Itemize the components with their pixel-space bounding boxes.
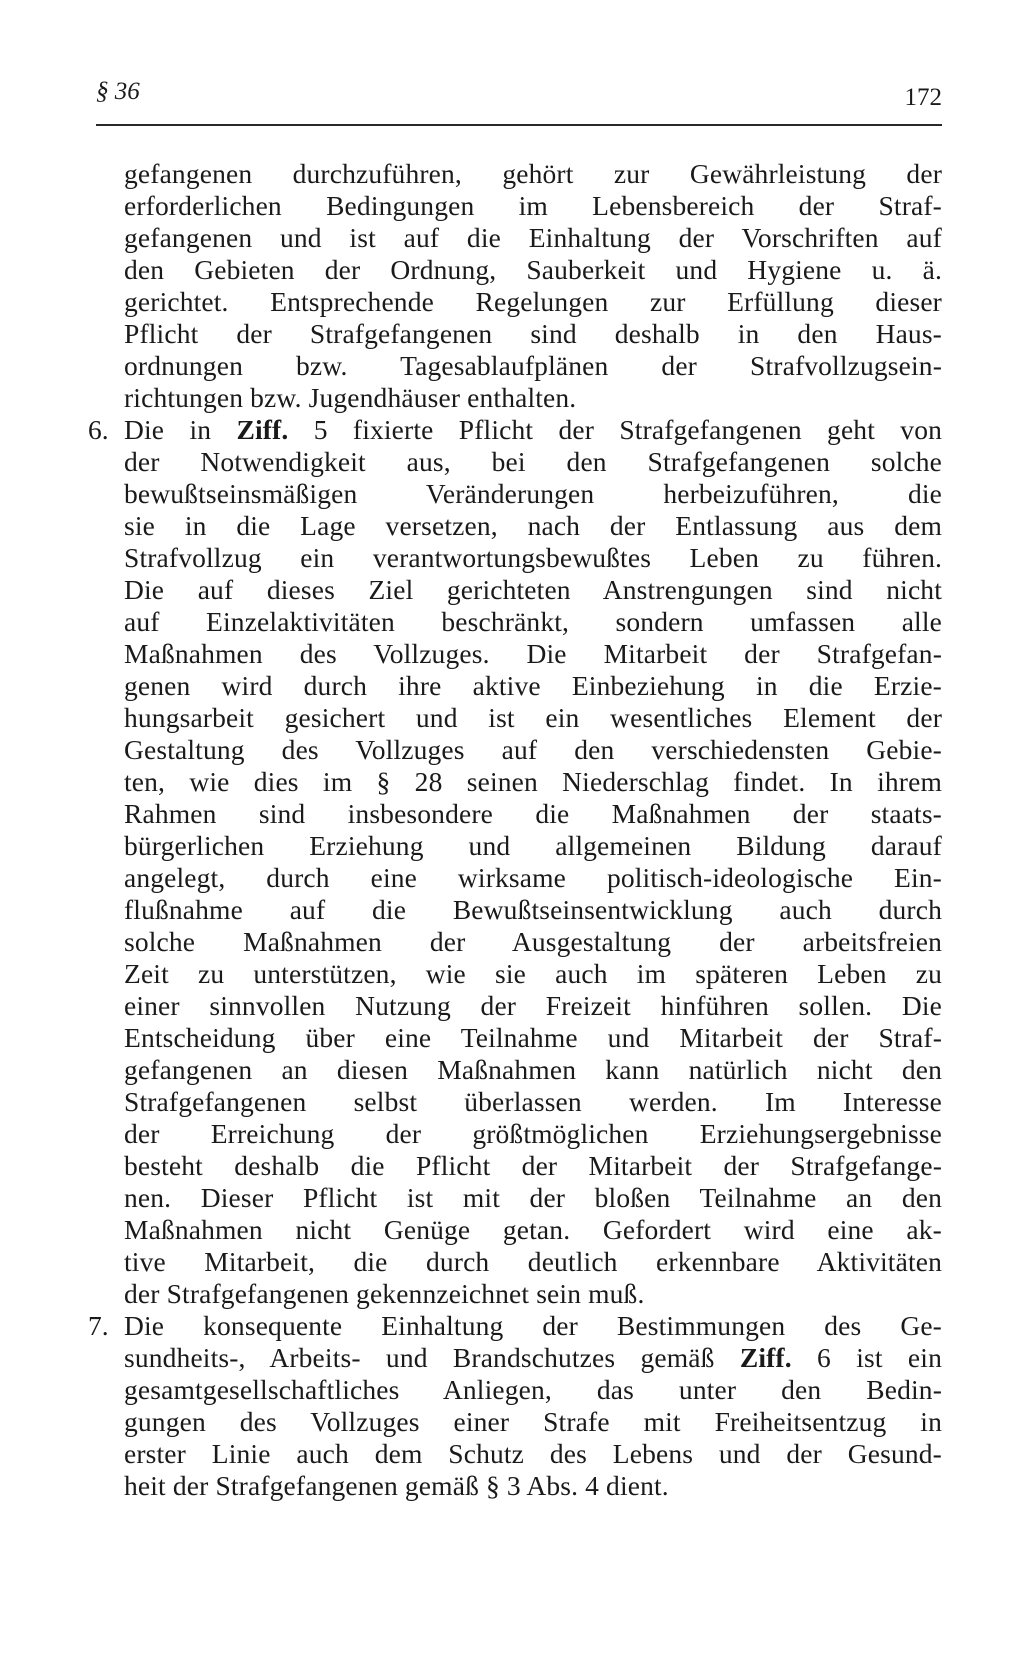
continuation-paragraph bbox=[124, 158, 942, 414]
item-number: 7. bbox=[88, 1310, 109, 1341]
text-line: ordnungen bzw. Tagesablaufplänen der Strafvollzugsein- bbox=[124, 350, 942, 381]
text-run: 6 ist ein bbox=[791, 1342, 942, 1373]
list-item-7 bbox=[88, 1310, 942, 1502]
text-line: heit der Strafgefangenen gemäß § 3 Abs. 4 dient. bbox=[124, 1470, 669, 1501]
text-line: einer sinnvollen Nutzung der Freizeit hinführen sollen. Die bbox=[124, 990, 942, 1021]
text-line: erster Linie auch dem Schutz des Lebens und der Gesund- bbox=[124, 1438, 942, 1469]
text-line: bewußtseinsmäßigen Veränderungen herbeizuführen, die bbox=[124, 478, 942, 509]
text-line: tive Mitarbeit, die durch deutlich erkennbare Aktivitäten bbox=[124, 1246, 942, 1277]
text-line: angelegt, durch eine wirksame politisch-ideologische Ein- bbox=[124, 862, 942, 893]
text-line: Strafvollzug ein verantwortungsbewußtes Leben zu führen. bbox=[124, 542, 942, 573]
text-line: Pflicht der Strafgefangenen sind deshalb in den Haus- bbox=[124, 318, 942, 349]
page-header bbox=[96, 74, 942, 126]
text-line: gesamtgesellschaftliches Anliegen, das unter den Bedin- bbox=[124, 1374, 942, 1405]
text-line: Zeit zu unterstützen, wie sie auch im späteren Leben zu bbox=[124, 958, 942, 989]
text-line: den Gebieten der Ordnung, Sauberkeit und Hygiene u. ä. bbox=[124, 254, 942, 285]
text-line: Rahmen sind insbesondere die Maßnahmen der staats- bbox=[124, 798, 942, 829]
text-line: solche Maßnahmen der Ausgestaltung der arbeitsfreien bbox=[124, 926, 942, 957]
text-line: Entscheidung über eine Teilnahme und Mitarbeit der Straf- bbox=[124, 1022, 942, 1053]
text-run: Die in bbox=[124, 414, 237, 445]
text-line: auf Einzelaktivitäten beschränkt, sondern umfassen alle bbox=[124, 606, 942, 637]
text-line: Maßnahmen nicht Genüge getan. Gefordert wird eine ak- bbox=[124, 1214, 942, 1245]
text-line: der Strafgefangenen gekennzeichnet sein muß. bbox=[124, 1278, 645, 1309]
text-line: gefangenen durchzuführen, gehört zur Gewährleistung der bbox=[124, 158, 942, 189]
text-line: Die konsequente Einhaltung der Bestimmungen des Ge- bbox=[124, 1310, 942, 1341]
text-line: der Erreichung der größtmöglichen Erziehungsergebnisse bbox=[124, 1118, 942, 1149]
text-line: hungsarbeit gesichert und ist ein wesentliches Element der bbox=[124, 702, 942, 733]
bold-reference: Ziff. bbox=[236, 414, 289, 445]
text-line: flußnahme auf die Bewußtseinsentwicklung auch durch bbox=[124, 894, 942, 925]
text-line: Strafgefangenen selbst überlassen werden. Im Interesse bbox=[124, 1086, 942, 1117]
text-line bbox=[124, 414, 942, 446]
text-line: Maßnahmen des Vollzuges. Die Mitarbeit der Strafgefan- bbox=[124, 638, 942, 669]
section-reference: § 36 bbox=[96, 78, 140, 105]
item-number: 6. bbox=[88, 414, 109, 445]
text-run: sundheits-, Arbeits- und Brandschutzes gemäß bbox=[124, 1342, 740, 1373]
body-text bbox=[88, 158, 942, 1502]
text-line: ten, wie dies im § 28 seinen Niederschlag findet. In ihrem bbox=[124, 766, 942, 797]
text-line: sie in die Lage versetzen, nach der Entlassung aus dem bbox=[124, 510, 942, 541]
text-line: der Notwendigkeit aus, bei den Strafgefangenen solche bbox=[124, 446, 942, 477]
page-number: 172 bbox=[904, 84, 942, 111]
text-line: gungen des Vollzuges einer Strafe mit Freiheitsentzug in bbox=[124, 1406, 942, 1437]
text-line: gerichtet. Entsprechende Regelungen zur Erfüllung dieser bbox=[124, 286, 942, 317]
text-line: erforderlichen Bedingungen im Lebensbereich der Straf- bbox=[124, 190, 942, 221]
text-line: gefangenen und ist auf die Einhaltung der Vorschriften auf bbox=[124, 222, 942, 253]
text-line: richtungen bzw. Jugendhäuser enthalten. bbox=[124, 382, 577, 413]
text-line: genen wird durch ihre aktive Einbeziehung in die Erzie- bbox=[124, 670, 942, 701]
text-line: besteht deshalb die Pflicht der Mitarbeit der Strafgefange- bbox=[124, 1150, 942, 1181]
text-line bbox=[124, 1342, 942, 1374]
text-run: 5 fixierte Pflicht der Strafgefangenen geht von bbox=[288, 414, 942, 445]
bold-reference: Ziff. bbox=[739, 1342, 792, 1373]
text-line: Gestaltung des Vollzuges auf den verschiedensten Gebie- bbox=[124, 734, 942, 765]
list-item-6 bbox=[88, 414, 942, 1310]
text-line: nen. Dieser Pflicht ist mit der bloßen Teilnahme an den bbox=[124, 1182, 942, 1213]
text-line: gefangenen an diesen Maßnahmen kann natürlich nicht den bbox=[124, 1054, 942, 1085]
text-line: Die auf dieses Ziel gerichteten Anstrengungen sind nicht bbox=[124, 574, 942, 605]
text-line: bürgerlichen Erziehung und allgemeinen Bildung darauf bbox=[124, 830, 942, 861]
